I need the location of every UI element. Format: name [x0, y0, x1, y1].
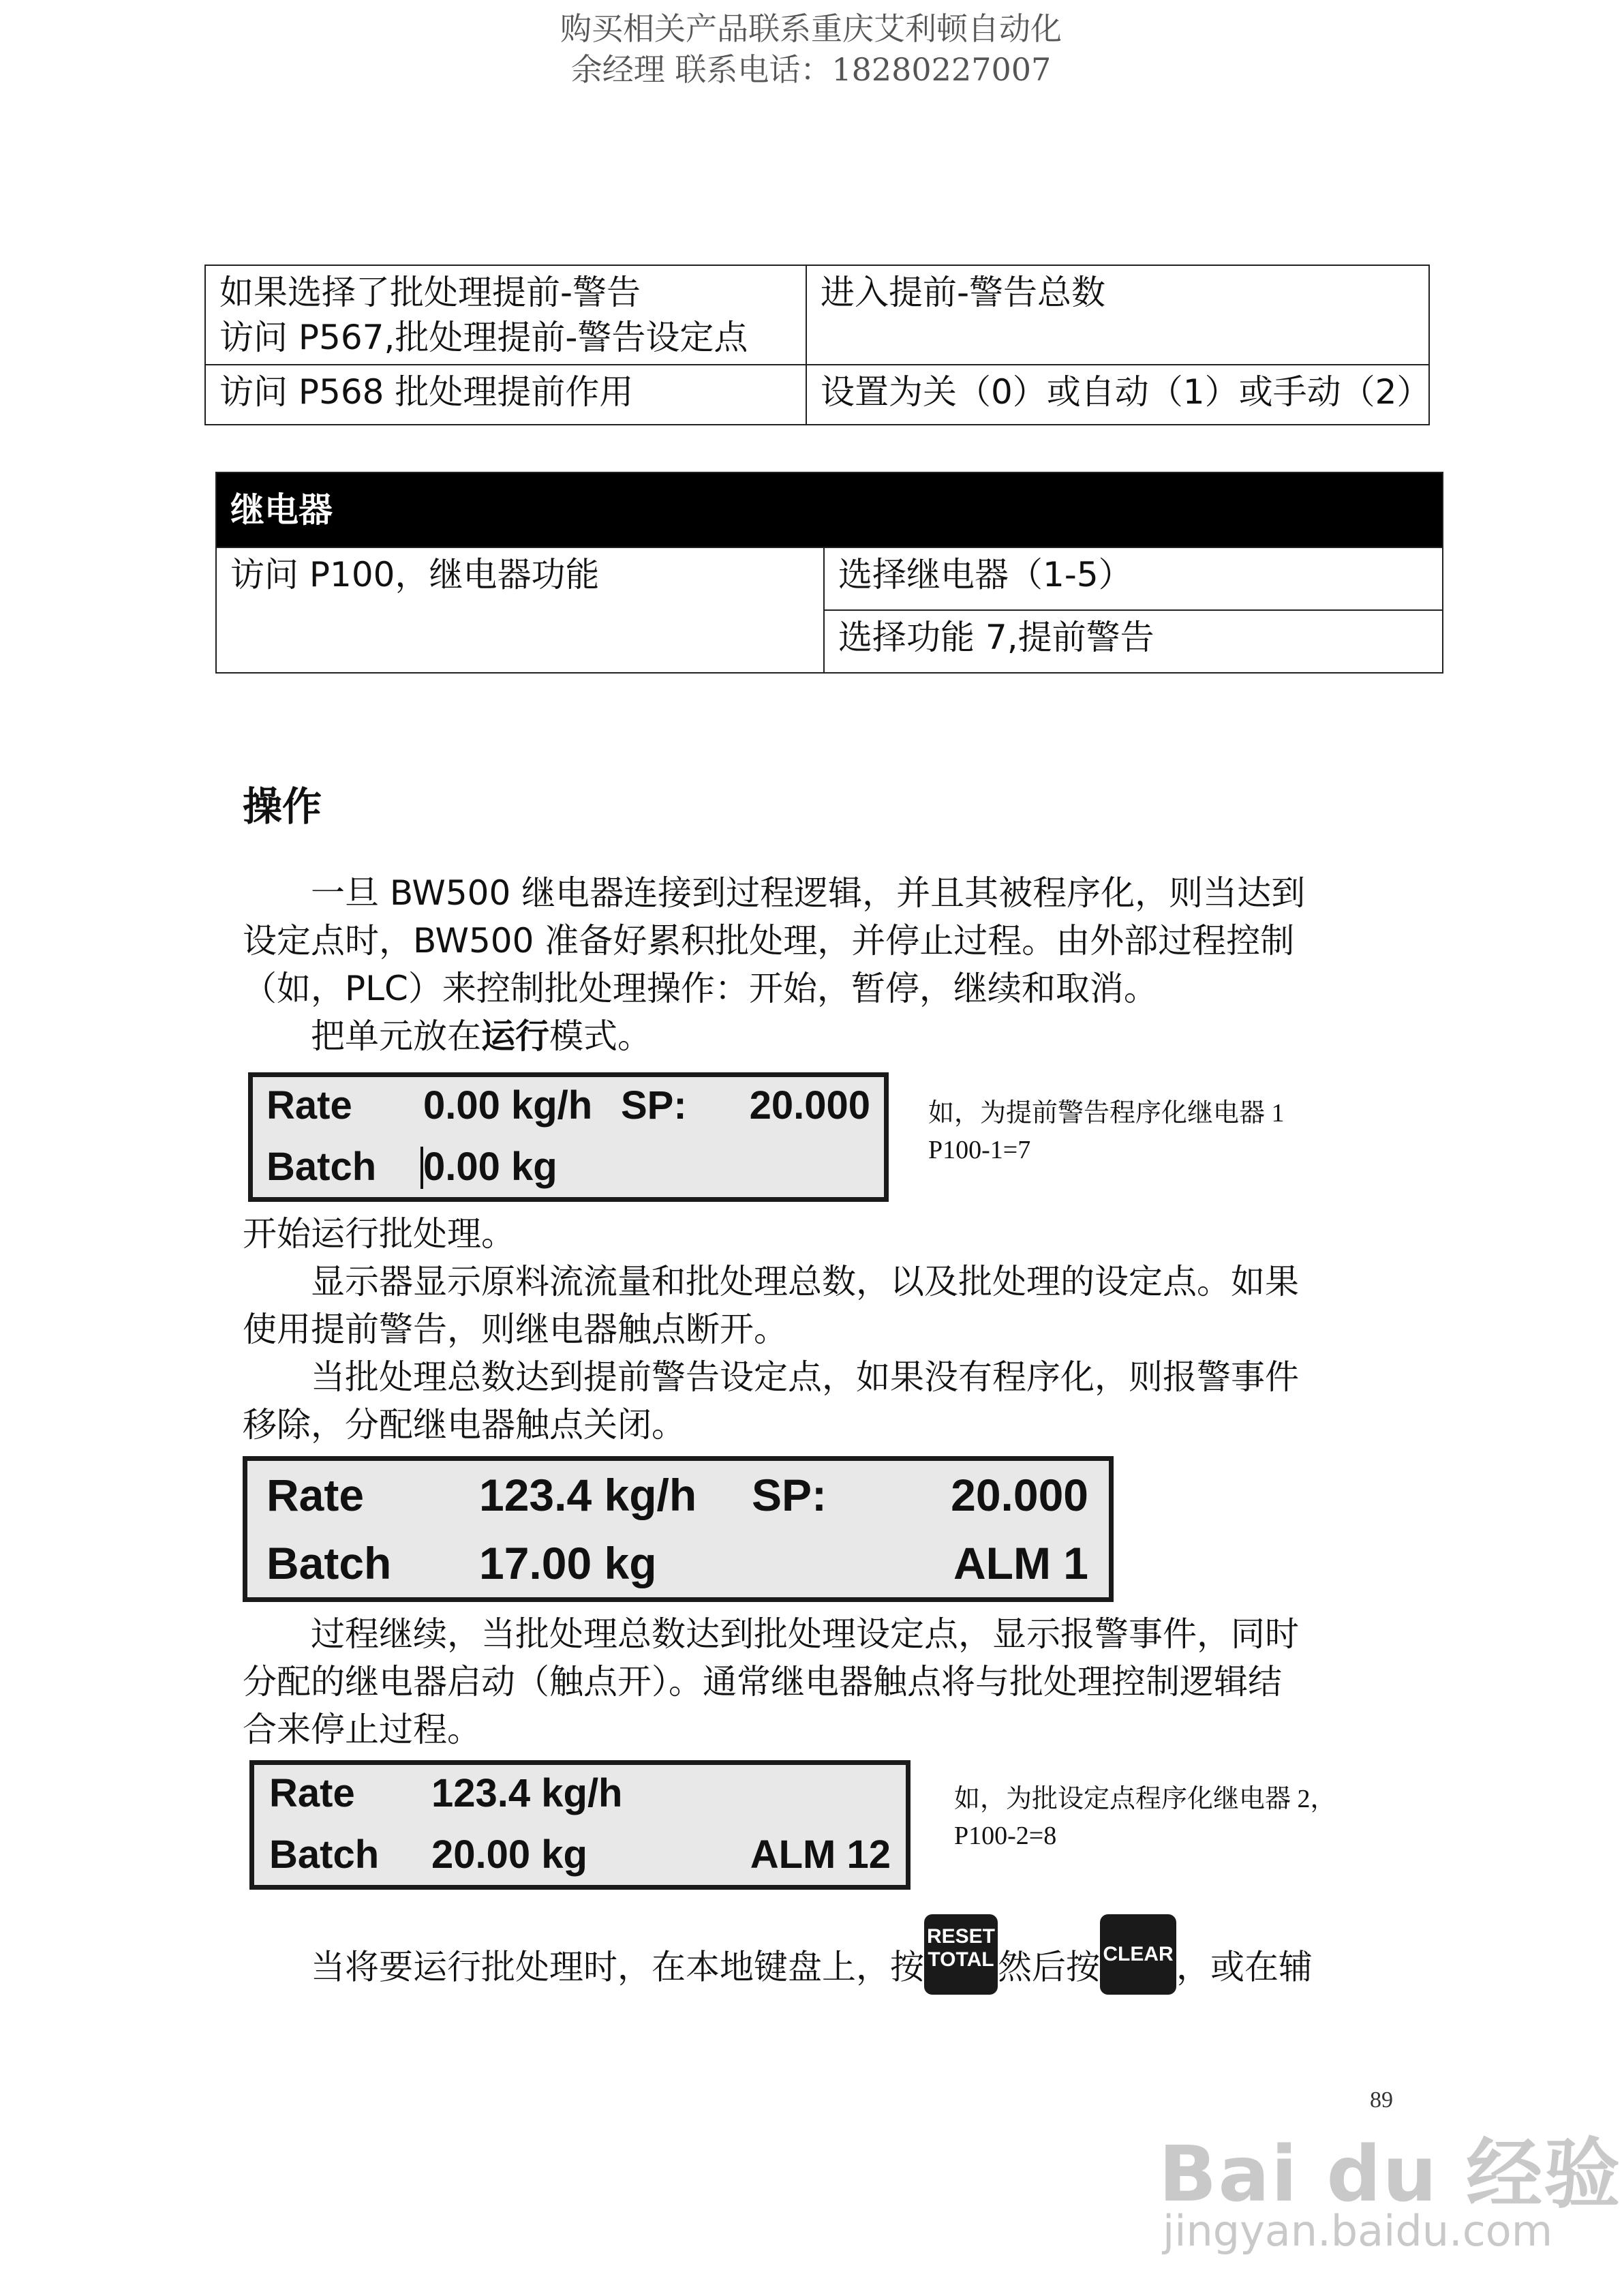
relay-table-text: 访问 P100，继电器功能	[230, 555, 600, 594]
lcd-rate-value: 0.00 kg/h	[423, 1083, 593, 1128]
lcd-rate-label: Rate	[266, 1470, 365, 1520]
header-line-1: 购买相关产品联系重庆艾利顿自动化	[560, 10, 1062, 47]
note-line: 如，为批设定点程序化继电器 2，	[954, 1785, 1336, 1813]
batch-prewarn-table	[204, 265, 1430, 425]
text-line: 过程继续，当批处理总数达到批处理设定点，显示报警事件，同时	[311, 1614, 1299, 1654]
relay-table-cell	[824, 610, 1443, 673]
note-line: 如，为提前警告程序化继电器 1	[928, 1099, 1285, 1128]
table1-text: 访问 P567,批处理提前-警告设定点	[219, 318, 748, 357]
lcd-batch-value: 0.00 kg	[423, 1145, 557, 1189]
text-line: 移除，分配继电器触点关闭。	[243, 1405, 686, 1445]
text-line: 显示器显示原料流流量和批处理总数，以及批处理的设定点。如果	[311, 1262, 1299, 1301]
key-label: RESET	[926, 1925, 996, 1948]
lcd-batch-label: Batch	[269, 1832, 380, 1877]
run-mode-bold: 运行	[481, 1016, 549, 1056]
paragraph-intro	[243, 869, 1401, 1060]
table1-cell	[806, 265, 1429, 365]
paragraph-continue	[243, 1610, 1401, 1753]
text-line: 把单元放在	[311, 1016, 481, 1056]
relay-table	[215, 472, 1443, 674]
lcd-rate-value: 123.4 kg/h	[479, 1470, 697, 1520]
lcd-alarm: ALM 1	[953, 1538, 1088, 1588]
lcd-rate-label: Rate	[266, 1083, 352, 1128]
relay-table-text: 选择继电器（1-5）	[838, 555, 1133, 594]
text-line: （如，PLC）来控制批处理操作：开始，暂停，继续和取消。	[243, 969, 1158, 1008]
lcd-sp-label: SP:	[752, 1470, 827, 1520]
table1-text: 访问 P568 批处理提前作用	[219, 372, 634, 412]
text-line: 模式。	[549, 1016, 652, 1056]
clear-key-icon: CLEAR	[1100, 1914, 1176, 1995]
lcd-alarm: ALM 12	[750, 1832, 891, 1877]
text-line: 然后按	[998, 1947, 1100, 1987]
watermark-url: jingyan.baidu.com	[1163, 2206, 1553, 2256]
reset-total-key-icon	[924, 1914, 998, 1995]
text-line: 当批处理总数达到提前警告设定点，如果没有程序化，则报警事件	[311, 1357, 1299, 1397]
table1-cell	[205, 365, 806, 425]
table1-text: 如果选择了批处理提前-警告	[219, 273, 641, 312]
relay-table-title: 继电器	[216, 472, 1443, 547]
lcd-batch-value: 17.00 kg	[479, 1538, 657, 1588]
note-prewarn-relay	[928, 1095, 1285, 1168]
lcd-sp-value: 20.000	[749, 1083, 870, 1128]
paragraph-keys	[243, 1925, 1456, 2010]
text-line: 一旦 BW500 继电器连接到过程逻辑，并且其被程序化，则当达到	[311, 873, 1306, 913]
lcd-sp-value: 20.000	[951, 1470, 1088, 1520]
text-line: 合来停止过程。	[243, 1710, 481, 1749]
header-line-2: 余经理 联系电话：18280227007	[570, 51, 1052, 88]
baidu-jingyan-watermark-logo: Bai du 经验	[1159, 2130, 1622, 2219]
lcd-sp-label: SP:	[621, 1083, 687, 1128]
relay-table-cell	[216, 547, 824, 673]
text-line: 开始运行批处理。	[243, 1214, 515, 1254]
relay-table-cell	[824, 547, 1443, 610]
lcd-display-alarm	[249, 1760, 911, 1890]
lcd-batch-label: Batch	[266, 1538, 392, 1588]
lcd-batch-label: Batch	[266, 1145, 377, 1189]
text-line: ，或在辅	[1176, 1947, 1313, 1987]
lcd-cursor	[420, 1147, 423, 1189]
text-line: 使用提前警告，则继电器触点断开。	[243, 1310, 788, 1349]
table1-cell	[806, 365, 1429, 425]
lcd-display-prewarn	[243, 1456, 1114, 1602]
lcd-rate-value: 123.4 kg/h	[431, 1771, 623, 1815]
note-line: P100-2=8	[954, 1822, 1057, 1850]
lcd-rate-label: Rate	[269, 1771, 355, 1815]
note-line: P100-1=7	[928, 1136, 1031, 1164]
lcd-batch-value: 20.00 kg	[431, 1832, 587, 1877]
table1-text: 进入提前-警告总数	[821, 273, 1106, 312]
text-line: 设定点时，BW500 准备好累积批处理，并停止过程。由外部过程控制	[243, 921, 1295, 961]
key-label: TOTAL	[928, 1948, 994, 1971]
page-number: 89	[1370, 2087, 1393, 2113]
table1-cell	[205, 265, 806, 365]
relay-table-text: 选择功能 7,提前警告	[838, 618, 1154, 657]
section-title: 操作	[243, 783, 322, 830]
text-line: 当将要运行批处理时，在本地键盘上，按	[311, 1947, 924, 1987]
text-line: 分配的继电器启动（触点开）。通常继电器触点将与批处理控制逻辑结	[243, 1662, 1282, 1702]
table1-text: 设置为关（0）或自动（1）或手动（2）	[821, 372, 1431, 412]
paragraph-start	[243, 1210, 1401, 1449]
note-setpoint-relay	[954, 1781, 1336, 1854]
lcd-display-idle	[248, 1072, 889, 1202]
